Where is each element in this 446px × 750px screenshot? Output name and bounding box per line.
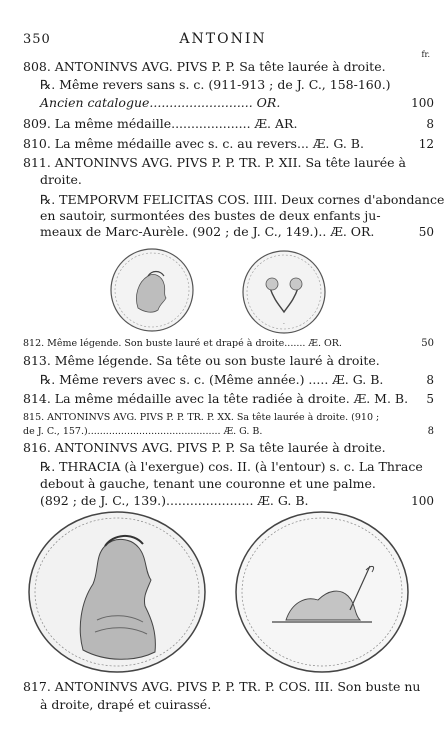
entry-810: 810. La même médaille avec s. c. au revers... Æ. G. B. 12 — [23, 136, 434, 151]
entry-811-reverse-cont: en sautoir, surmontées des bustes de deux enfants ju- — [40, 208, 381, 223]
entry-817-cont: à droite, drapé et cuirassé. — [40, 697, 212, 712]
page-title: ANTONIN — [179, 31, 267, 47]
entry-808-catalogue: Ancien catalogue.......................... OR. 100 — [40, 95, 434, 110]
currency-unit: fr. — [421, 50, 430, 59]
entry-816: 816. ANTONINVS AVG. PIVS P. P. Sa tête laurée à droite. — [23, 440, 386, 455]
entry-817: 817. ANTONINVS AVG. PIVS P. P. TR. P. COS. III. Son buste nu — [23, 679, 421, 694]
page-number: 350 — [23, 32, 51, 47]
svg-text:·: · — [283, 321, 285, 328]
coin-811-reverse-image — [240, 248, 328, 336]
coin-816-obverse-image — [25, 510, 210, 675]
entry-811-reverse: ℞. TEMPORVM FELICITAS COS. IIII. Deux cornes d'abondance — [40, 192, 445, 207]
coin-811-obverse-image — [108, 246, 196, 334]
entry-809: 809. La même médaille.................... Æ. AR. 8 — [23, 116, 434, 131]
entry-816-reverse: ℞. THRACIA (à l'exergue) cos. II. (à l'entour) s. c. La Thrace — [40, 459, 423, 474]
entry-808-reverse: ℞. Même revers sans s. c. (911-913 ; de J. C., 158-160.) — [40, 77, 391, 92]
entry-814: 814. La même médaille avec la tête radiée à droite. Æ. M. B. 5 — [23, 391, 434, 406]
entry-812: 812. Même légende. Son buste lauré et drapé à droite....... Æ. OR. 50 — [23, 338, 434, 349]
entry-816-reverse-end: (892 ; de J. C., 139.)...................... Æ. G. B. 100 — [40, 493, 434, 508]
coin-816-reverse-image — [232, 510, 412, 675]
entry-813: 813. Même légende. Sa tête ou son buste lauré à droite. — [23, 353, 380, 368]
entry-811-cont: droite. — [40, 172, 82, 187]
entry-808: 808. ANTONINVS AVG. PIVS P. P. Sa tête laurée à droite. — [23, 59, 386, 74]
entry-813-reverse: ℞. Même revers avec s. c. (Même année.) ..... Æ. G. B. 8 — [40, 372, 434, 387]
entry-816-reverse-cont: debout à gauche, tenant une couronne et une palme. — [40, 476, 376, 491]
entry-811: 811. ANTONINVS AVG. PIVS P. P. TR. P. XII. Sa tête laurée à — [23, 155, 406, 170]
entry-815: 815. ANTONINVS AVG. PIVS P. P. TR. P. XX. Sa tête laurée à droite. (910 ; — [23, 412, 380, 423]
entry-815-cont: de J. C., 157.)............................................ Æ. G. B. 8 — [23, 426, 434, 437]
entry-811-reverse-end: meaux de Marc-Aurèle. (902 ; de J. C., 149.).. Æ. OR. 50 — [40, 224, 434, 239]
